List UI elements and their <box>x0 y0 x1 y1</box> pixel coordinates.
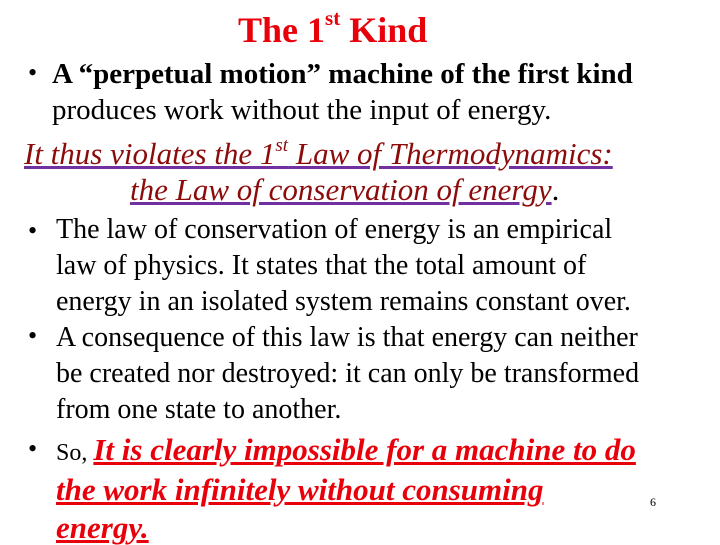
consequence-line-1: A consequence of this law is that energy can neither <box>56 322 638 353</box>
violation-line-1: It thus violates the 1st Law of Thermodynamics: <box>24 135 613 171</box>
bullet-intro: • <box>28 58 38 87</box>
conclusion-line-1: So, It is clearly impossible for a machine to do <box>56 432 636 467</box>
intro-line-1: A “perpetual motion” machine of the first kind <box>52 58 633 90</box>
page-number: 6 <box>650 495 656 509</box>
violation-line-2: the Law of conservation of energy. <box>130 172 560 207</box>
slide-title: The 1st Kind <box>238 6 428 50</box>
conservation-line-2: law of physics. It states that the total amount of <box>56 250 587 281</box>
bullet-consequence: • <box>28 321 38 350</box>
consequence-line-2: be created nor destroyed: it can only be transformed <box>56 358 640 389</box>
bullet-conservation: • <box>28 216 38 245</box>
intro-line-2: produces work without the input of energy. <box>52 94 552 126</box>
bullet-conclusion: • <box>28 434 38 463</box>
conservation-line-3: energy in an isolated system remains constant over. <box>56 286 631 317</box>
conclusion-line-2: the work infinitely without consuming <box>56 472 544 507</box>
conclusion-line-3: energy. <box>56 510 149 545</box>
consequence-line-3: from one state to another. <box>56 394 342 425</box>
conservation-line-1: The law of conservation of energy is an empirical <box>56 214 613 245</box>
